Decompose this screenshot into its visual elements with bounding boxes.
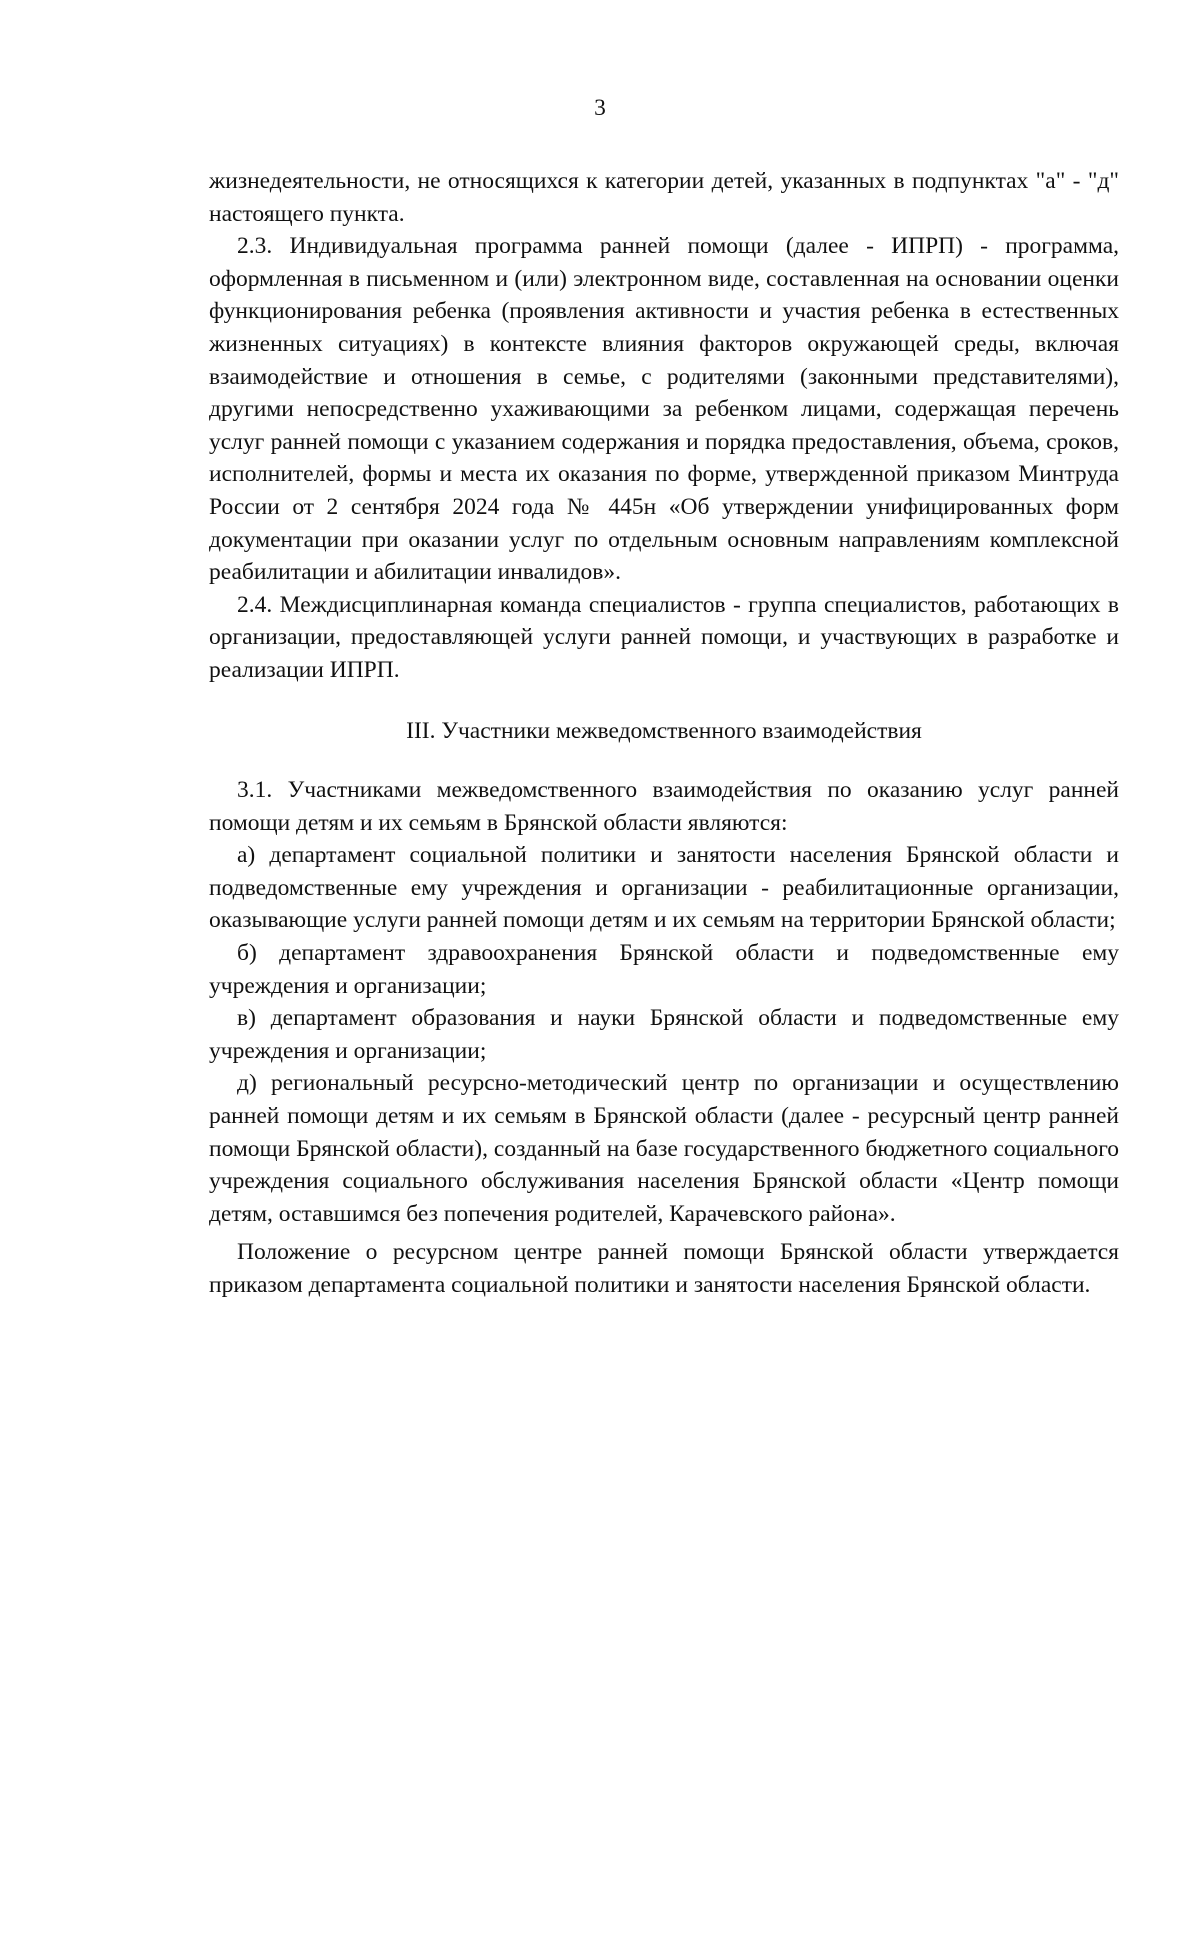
paragraph-2-3: 2.3. Индивидуальная программа ранней помощи (далее - ИПРП) - программа, оформленная в письменном и (или) электронном виде, составленная на основании оценки функционирования ребенка (проявления активности и участия ребенка в естественных жизненных ситуациях) в контексте влияния факторов окружающей среды, включая взаимодействие и отношения в семье, с родителями (законными представителями), другими непосредственно ухаживающими за ребенком лицами, содержащая перечень услуг ранней помощи с указанием содержания и порядка предоставления, объема, сроков, исполнителей, формы и места их оказания по форме, утвержденной приказом Минтруда России от 2 сентября 2024 года № 445н «Об утверждении унифицированных форм документации при оказании услуг по отдельным основным направлениям комплексной реабилитации и абилитации инвалидов».	[209, 233, 1119, 586]
paragraph-3-1-a: а) департамент социальной политики и занятости населения Брянской области и подведомственные ему учреждения и организации - реабилитационные организации, оказывающие услуги ранней помощи детям и их семьям на территории Брянской области;	[209, 842, 1119, 934]
paragraph-intro-continuation: жизнедеятельности, не относящихся к категории детей, указанных в подпунктах "а" - "д" настоящего пункта.	[209, 168, 1119, 227]
paragraph-3-1-d: д) региональный ресурсно-методический центр по организации и осуществлению ранней помощи детям и их семьям в Брянской области (далее - ресурсный центр ранней помощи Брянской области), созданный на базе государственного бюджетного социального учреждения социального обслуживания населения Брянской области «Центр помощи детям, оставшимся без попечения родителей, Карачевского района».	[209, 1070, 1119, 1227]
paragraph-3-1-v: в) департамент образования и науки Брянской области и подведомственные ему учреждения и организации;	[209, 1005, 1119, 1064]
section-3-title: III. Участники межведомственного взаимодействия	[406, 717, 922, 744]
paragraph-2-4: 2.4. Междисциплинарная команда специалистов - группа специалистов, работающих в организации, предоставляющей услуги ранней помощи, и участвующих в разработке и реализации ИПРП.	[209, 591, 1119, 683]
paragraph-3-1: 3.1. Участниками межведомственного взаимодействия по оказанию услуг ранней помощи детям и их семьям в Брянской области являются:	[209, 777, 1119, 836]
paragraph-3-1-b: б) департамент здравоохранения Брянской области и подведомственные ему учреждения и организации;	[209, 940, 1119, 999]
paragraph-polozhenie: Положение о ресурсном центре ранней помощи Брянской области утверждается приказом департамента социальной политики и занятости населения Брянской области.	[209, 1239, 1119, 1298]
document-body	[209, 165, 1119, 1302]
page-number: 3	[594, 95, 606, 121]
